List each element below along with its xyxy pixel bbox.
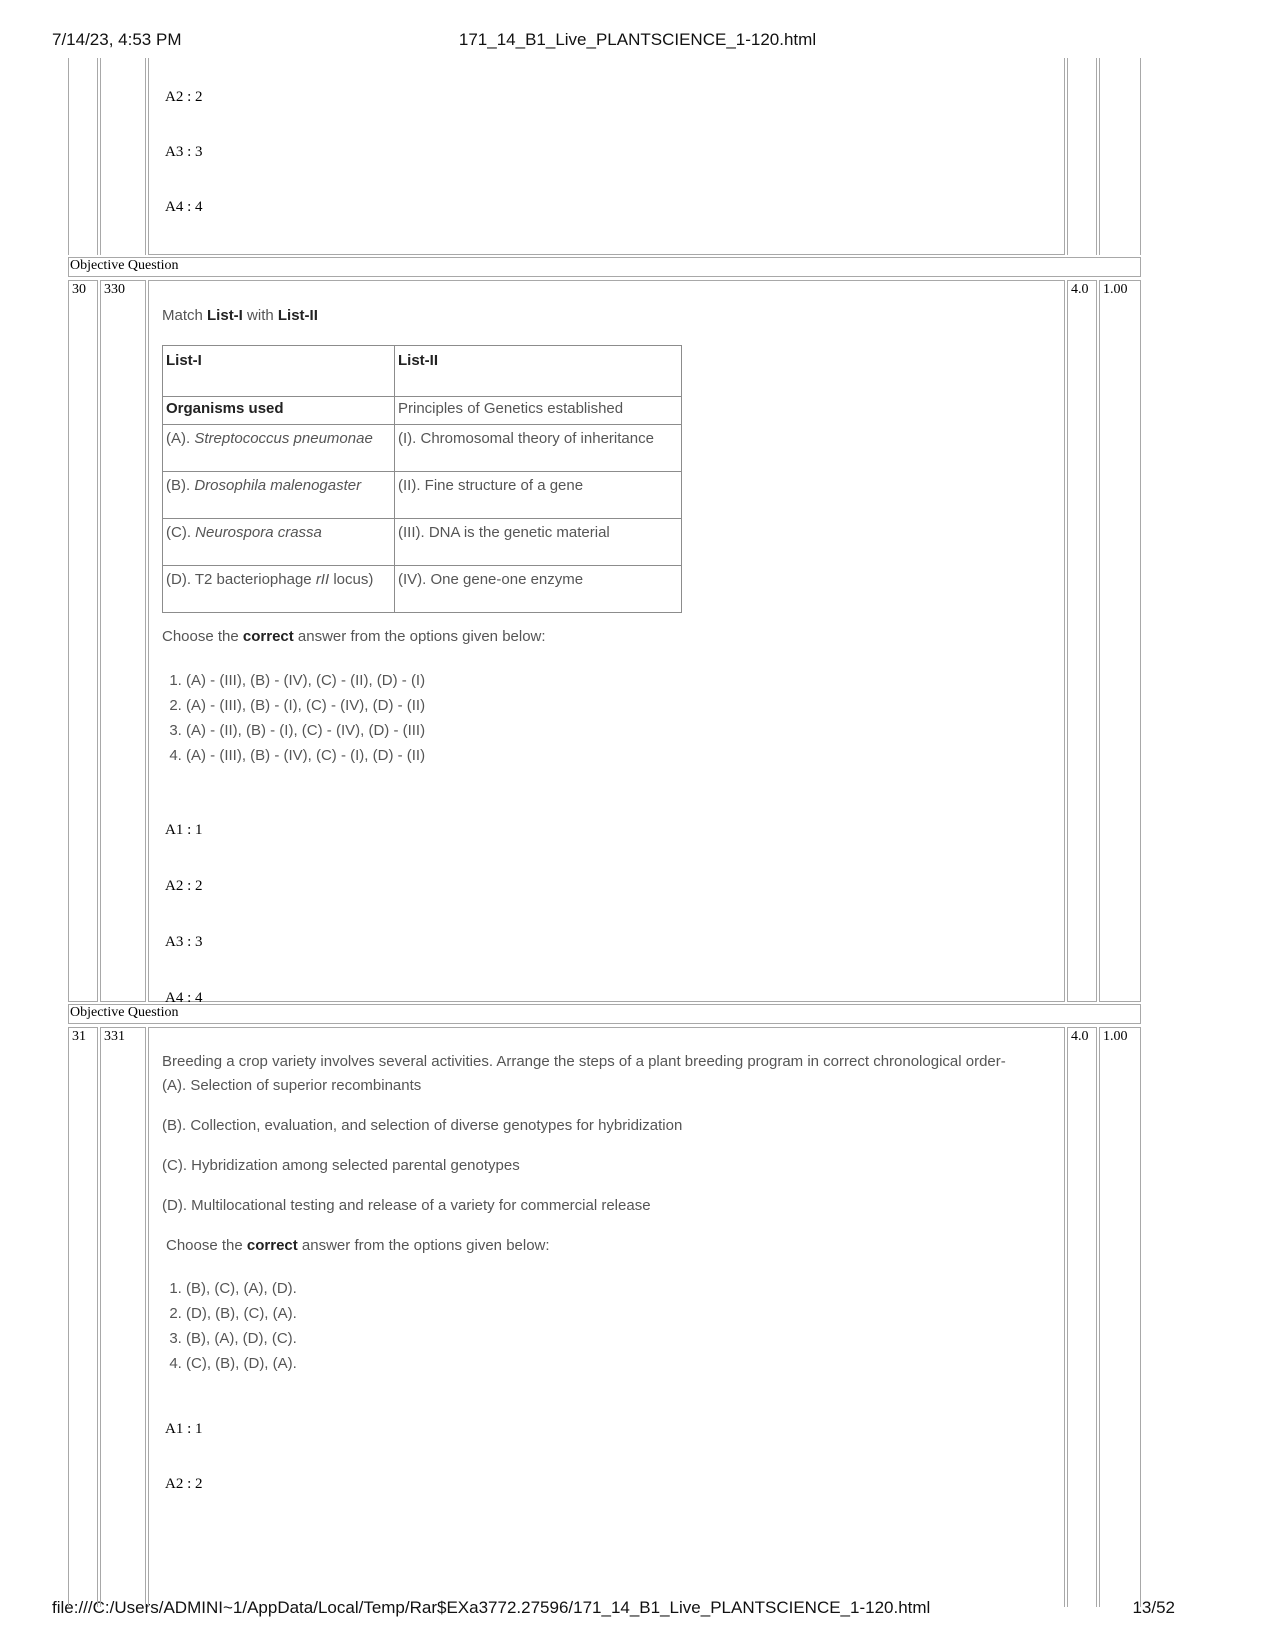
question-id: 330 [100, 280, 146, 1002]
option-list [162, 1276, 297, 1376]
table-subheader: Organisms used [163, 397, 395, 425]
stem-item: (D). Multilocational testing and release of a variety for commercial release [162, 1197, 651, 1214]
option-item: 3. (B), (A), (D), (C). [186, 1326, 297, 1351]
page-number: 13/52 [1132, 1598, 1175, 1617]
cell-text: (D). T2 bacteriophage [166, 571, 316, 588]
cell-italic: Neurospora crassa [195, 524, 322, 541]
qid-cell [100, 58, 146, 255]
serial-number: 30 [68, 280, 98, 1002]
answer-option: A4 : 4 [165, 199, 203, 215]
answer-option: A1 : 1 [165, 1421, 203, 1437]
answer-option: A1 : 1 [165, 822, 203, 838]
answer-option: A2 : 2 [165, 1476, 203, 1492]
instruction-text: answer from the options given below: [297, 1237, 550, 1254]
marks: 4.0 [1067, 1027, 1097, 1607]
intro-bold: List-I [207, 307, 243, 324]
section-label-row [68, 1004, 1141, 1024]
intro-bold: List-II [277, 307, 318, 324]
table-cell: (I). Chromosomal theory of inheritance [395, 425, 682, 472]
answer-option: A2 : 2 [165, 878, 203, 894]
choose-instruction [162, 628, 546, 645]
cell-text: (C). [166, 524, 196, 541]
question-cell [148, 58, 1065, 255]
marks-cell [1067, 58, 1097, 255]
cell-italic: Drosophila malenogaster [194, 477, 362, 494]
answer-option: A3 : 3 [165, 144, 203, 160]
option-list [162, 668, 425, 768]
option-item: 2. (A) - (III), (B) - (I), (C) - (IV), (D) - (II) [186, 693, 425, 718]
marks: 4.0 [1067, 280, 1097, 1002]
sno-cell [68, 58, 98, 255]
table-cell [163, 425, 395, 472]
negative-marks: 1.00 [1099, 280, 1141, 1002]
instruction-bold: correct [246, 1237, 298, 1254]
question-id: 331 [100, 1027, 146, 1607]
file-url: file:///C:/Users/ADMINI~1/AppData/Local/Temp/Rar$EXa3772.27596/171_14_B1_Live_PLANTSCIENCE_1-120.html [52, 1598, 931, 1617]
table-cell [163, 472, 395, 519]
table-cell: (IV). One gene-one enzyme [395, 566, 682, 613]
stem-item: (C). Hybridization among selected parental genotypes [162, 1157, 520, 1174]
table-cell: (III). DNA is the genetic material [395, 519, 682, 566]
answer-option: A4 : 4 [165, 990, 203, 1006]
option-item: 4. (C), (B), (D), (A). [186, 1351, 297, 1376]
table-header: List-I [163, 346, 395, 397]
section-label: Objective Question [70, 1005, 179, 1020]
negative-marks: 1.00 [1099, 1027, 1141, 1607]
intro-text: Match [162, 307, 208, 324]
answer-option: A2 : 2 [165, 89, 203, 105]
stem-item: (B). Collection, evaluation, and selection of diverse genotypes for hybridization [162, 1117, 683, 1134]
section-label-row [68, 257, 1141, 277]
cell-italic: rII [315, 571, 330, 588]
stem-item: (A). Selection of superior recombinants [162, 1077, 422, 1094]
print-datetime: 7/14/23, 4:53 PM [52, 30, 182, 49]
option-item: 1. (B), (C), (A), (D). [186, 1276, 297, 1301]
choose-instruction [166, 1237, 550, 1254]
serial-number: 31 [68, 1027, 98, 1607]
cell-text: locus) [329, 571, 374, 588]
answer-option: A3 : 3 [165, 934, 203, 950]
neg-cell [1099, 58, 1141, 255]
cell-text: (A). [166, 430, 195, 447]
option-item: 2. (D), (B), (C), (A). [186, 1301, 297, 1326]
cell-text: (B). [166, 477, 195, 494]
match-table [162, 345, 682, 613]
intro-text: with [242, 307, 278, 324]
table-header: List-II [395, 346, 682, 397]
question-stem: Breeding a crop variety involves several activities. Arrange the steps of a plant breeding program in correct chronological order- [162, 1053, 1006, 1070]
instruction-text: Choose the [166, 1237, 247, 1254]
instruction-text: answer from the options given below: [293, 628, 546, 645]
print-title: 171_14_B1_Live_PLANTSCIENCE_1-120.html [458, 30, 817, 49]
question-intro [162, 307, 318, 324]
option-item: 4. (A) - (III), (B) - (IV), (C) - (I), (D) - (II) [186, 743, 425, 768]
instruction-text: Choose the [162, 628, 243, 645]
table-subheader: Principles of Genetics established [395, 397, 682, 425]
cell-italic: Streptococcus pneumonae [194, 430, 373, 447]
option-item: 1. (A) - (III), (B) - (IV), (C) - (II), (D) - (I) [186, 668, 425, 693]
table-cell: (II). Fine structure of a gene [395, 472, 682, 519]
table-cell [163, 519, 395, 566]
option-item: 3. (A) - (II), (B) - (I), (C) - (IV), (D) - (III) [186, 718, 425, 743]
table-cell [163, 566, 395, 613]
instruction-bold: correct [242, 628, 294, 645]
section-label: Objective Question [70, 258, 179, 273]
